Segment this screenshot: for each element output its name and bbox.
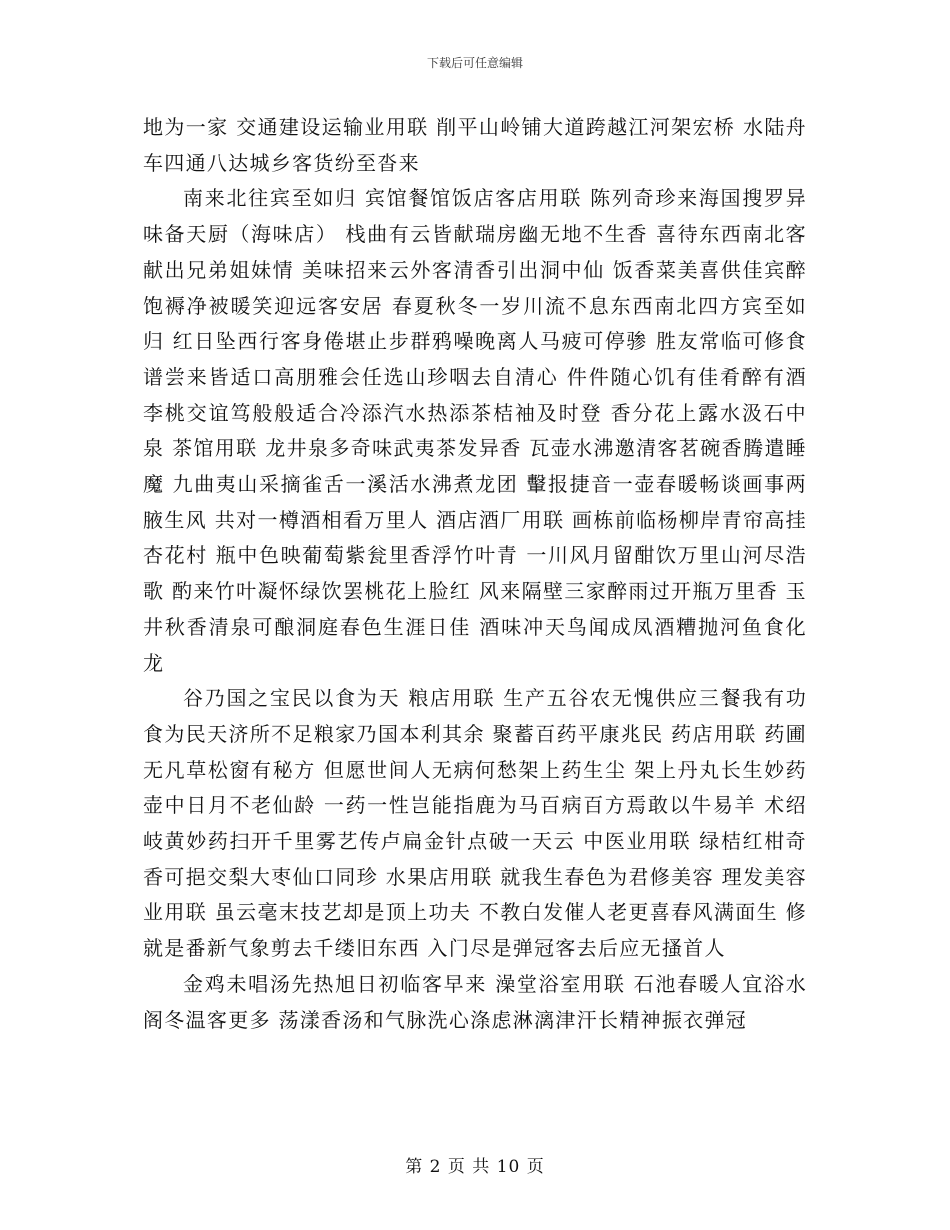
paragraph-1: 地为一家 交通建设运输业用联 削平山岭铺大道跨越江河架宏桥 水陆舟车四通八达城乡客货纷至沓来 — [143, 115, 807, 175]
paragraph-4: 金鸡未唱汤先热旭日初临客早来 澡堂浴室用联 石池春暖人宜浴水阁冬温客更多 荡漾香汤和气脉洗心涤虑淋漓津汗长精神振衣弹冠 — [143, 971, 807, 1032]
paragraph-2: 南来北往宾至如归 宾馆餐馆饭店客店用联 陈列奇珍来海国搜罗异味备天厨（海味店） 栈曲有云皆献瑞房幽无地不生香 喜待东西南北客献出兄弟姐妹情 美味招来云外客清香引出洞中仙 饭香菜美喜供佳宾醉饱褥净被暖笑迎远客安居 春夏秋冬一岁川流不息东西南北四方宾至如归 红日坠西行客身倦堪止步群鸦噪晚离人马疲可停骖 胜友常临可修食谱尝来皆适口高朋雅会任选山珍咽去自清心 件件随心饥有佳肴醉有酒李桃交谊笃般般适合冷添汽水热添茶桔袖及时登 香分花上露水汲石中泉 茶馆用联 龙井泉多奇味武夷茶发异香 瓦壶水沸邀清客茗碗香腾遣睡魔 九曲夷山采摘雀舌一溪活水沸煮龙团 轚报捷音一壶春暖畅谈画事两腋生风 共对一樽酒相看万里人 酒店酒厂用联 画栋前临杨柳岸青帘高挂杏花村 瓶中色映葡萄紫瓮里香浮竹叶青 一川风月留酣饮万里山河尽浩歌 酌来竹叶凝怀绿饮罢桃花上脸红 风来隔壁三家醉雨过开瓶万里香 玉井秋香清泉可酿洞庭春色生涯日佳 酒味冲天鸟闻成凤酒糟抛河鱼食化龙 — [143, 186, 807, 675]
document-body — [143, 110, 807, 1038]
page-footer: 第 2 页 共 10 页 — [405, 1157, 545, 1177]
paragraph-3: 谷乃国之宝民以食为天 粮店用联 生产五谷农无愧供应三餐我有功 食为民天济所不足粮家乃国本利其余 聚蓄百药平康兆民 药店用联 药圃无凡草松窗有秘方 但愿世间人无病何愁架上药生尘 架上丹丸长生妙药壶中日月不老仙龄 一药一性岂能指鹿为马百病百方焉敢以牛易羊 术绍岐黄妙药扫开千里雾艺传卢扁金针点破一天云 中医业用联 绿桔红柑奇香可挹交梨大枣仙口同珍 水果店用联 就我生春色为君修美容 理发美容业用联 虽云毫末技艺却是顶上功夫 不教白发催人老更喜春风满面生 修就是番新气象剪去千缕旧东西 入门尽是弹冠客去后应无搔首人 — [143, 686, 807, 961]
page-header: 下载后可任意编辑 — [426, 56, 523, 70]
